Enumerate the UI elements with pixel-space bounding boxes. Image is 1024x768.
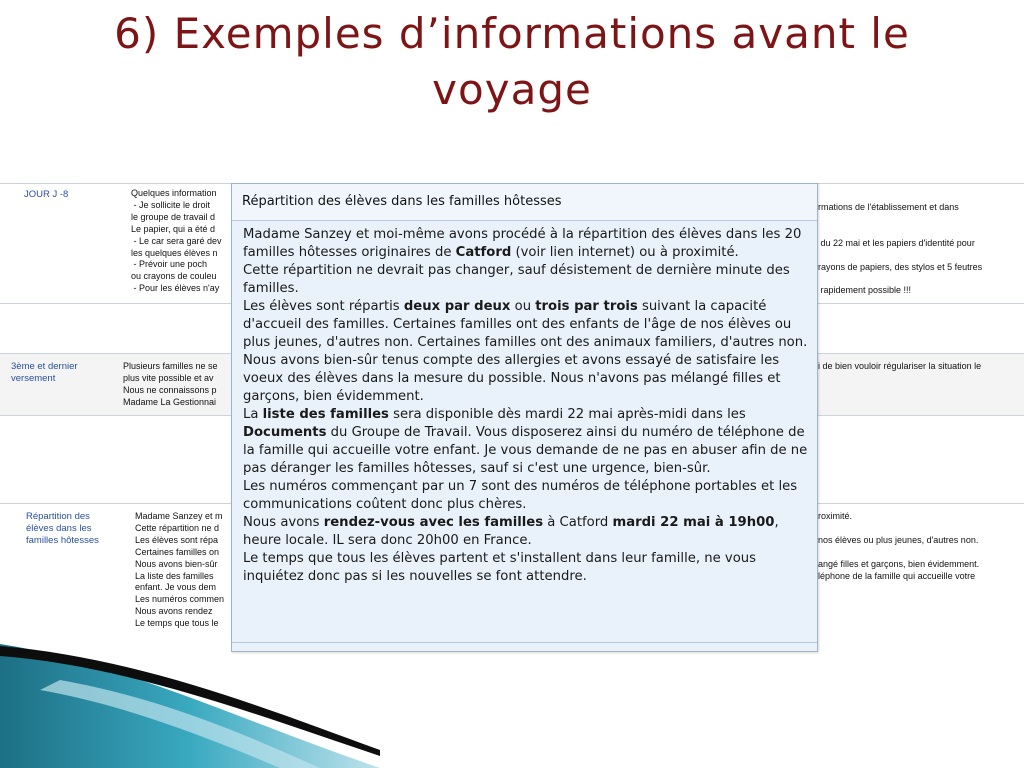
table-cell-line xyxy=(818,273,1024,285)
table-cell-line: rayons de papiers, des stylos et 5 feutres xyxy=(818,261,983,272)
table-cell-line: angé filles et garçons, bien évidemment. xyxy=(818,558,980,569)
table-cell-line: Nous avons bien-sûr xyxy=(135,558,218,569)
popup-title: Répartition des élèves dans les familles hôtesses xyxy=(232,184,817,221)
table-cell-right xyxy=(818,202,1024,302)
table-cell-line: rapidement possible !!! xyxy=(818,285,912,296)
slide-title xyxy=(0,6,1024,118)
table-cell-line: Plusieurs familles ne se xyxy=(123,361,218,371)
table-cell-line: Le papier, qui a été d xyxy=(131,223,216,234)
slide-title-line-2: voyage xyxy=(432,65,592,114)
decorative-swoosh xyxy=(0,600,1024,768)
table-cell-line: - Le car sera garé dev xyxy=(131,235,222,246)
table-cell-line xyxy=(818,250,1024,262)
table-cell-line xyxy=(818,547,1024,559)
table-cell-line: plus vite possible et av xyxy=(123,372,214,383)
table-cell-line: rmations de l'établissement et dans xyxy=(818,202,959,212)
table-cell-line xyxy=(818,226,1024,238)
popup-paragraph: Cette répartition ne devrait pas changer, sauf désistement de dernière minute des familles. xyxy=(243,263,790,296)
table-cell-line: - Je sollicite le droit xyxy=(131,199,211,210)
popup-paragraph: Nous avons bien-sûr tenus compte des allergies et avons essayé de satisfaire les voeux des élèves dans la mesure du possible. Nous n'avons pas mélangé filles et garçons, bien évidemment. xyxy=(243,353,781,404)
table-cell-line: Nous avons rendez xyxy=(135,606,213,617)
table-cell-line: Madame La Gestionnai xyxy=(123,396,217,407)
table-cell-line: Les numéros commen xyxy=(135,594,225,605)
slide-title-line-1: 6) Exemples d’informations avant le xyxy=(114,9,910,58)
table-cell-line: les quelques élèves n xyxy=(131,247,218,258)
table-cell-line: - Prévoir une poch xyxy=(131,259,208,270)
table-cell-line: enfant. Je vous dem xyxy=(135,582,217,593)
popup-paragraph: Le temps que tous les élèves partent et s'installent dans leur famille, ne vous inquiétez donc pas si les nouvelles se font attendre. xyxy=(243,551,756,584)
popup-paragraph: Madame Sanzey et moi-même avons procédé à la répartition des élèves dans les 20 familles hôtesses originaires de Catford (voir lien internet) ou à proximité. xyxy=(243,227,802,260)
table-cell-left xyxy=(123,361,231,411)
table-cell-line: Certaines familles on xyxy=(135,546,220,557)
table-cell-line: Quelques information xyxy=(131,188,217,198)
table-cell-line: du 22 mai et les papiers d'identité pour xyxy=(818,237,975,248)
distribution-popup xyxy=(231,183,818,652)
table-cell-line: - Pour les élèves n'ay xyxy=(131,283,220,294)
table-cell-line: roximité. xyxy=(818,511,853,521)
table-cell-line: Madame Sanzey et m xyxy=(135,511,223,521)
table-cell-line: Nous ne connaissons p xyxy=(123,384,217,395)
table-cell-line: La liste des familles xyxy=(135,570,214,581)
table-row-label[interactable]: Répartition des élèves dans les familles hôtesses xyxy=(26,511,99,546)
table-row-label[interactable]: JOUR J -8 xyxy=(24,189,69,200)
table-cell-line: nos élèves ou plus jeunes, d'autres non. xyxy=(818,534,979,545)
table-cell-right xyxy=(818,361,1024,381)
table-cell-line: Le temps que tous le xyxy=(135,618,219,629)
table-cell-line: Les élèves sont répa xyxy=(135,534,219,545)
table-cell-line: Cette répartition ne d xyxy=(135,522,220,533)
popup-paragraph: Les élèves sont répartis deux par deux ou trois par trois suivant la capacité d'accueil des familles. Certaines familles ont des enfants de l'âge de nos élèves ou plus jeunes, d'autres non. Certaines familles ont des animaux familiers, d'autres non. xyxy=(243,299,808,350)
table-cell-right xyxy=(818,511,1024,591)
table-cell-line: le groupe de travail d xyxy=(131,211,216,222)
popup-body xyxy=(232,221,817,586)
table-cell-line xyxy=(818,523,1024,535)
table-cell-line: léphone de la famille qui accueille votre xyxy=(818,570,976,581)
table-cell-line: i de bien vouloir régulariser la situation le xyxy=(818,361,982,371)
popup-paragraph: Les numéros commençant par un 7 sont des numéros de téléphone portables et les communications coûtent donc plus chères. xyxy=(243,479,798,512)
popup-paragraph: La liste des familles sera disponible dès mardi 22 mai après-midi dans les Documents du Groupe de Travail. Vous disposerez ainsi du numéro de téléphone de la famille qui accueille votre enfant. Je vous demande de ne pas en abuser afin de ne pas déranger les familles hôtesses, sauf si c'est une urgence, bien-sûr. xyxy=(243,407,808,476)
popup-paragraph: Nous avons rendez-vous avec les familles à Catford mardi 22 mai à 19h00, heure locale. IL sera donc 20h00 en France. xyxy=(243,515,779,548)
table-row-label[interactable]: 3ème et dernier versement xyxy=(11,361,78,384)
table-cell-line xyxy=(818,214,1024,226)
table-cell-left xyxy=(131,188,231,300)
table-cell-line: ou crayons de couleu xyxy=(131,271,217,282)
